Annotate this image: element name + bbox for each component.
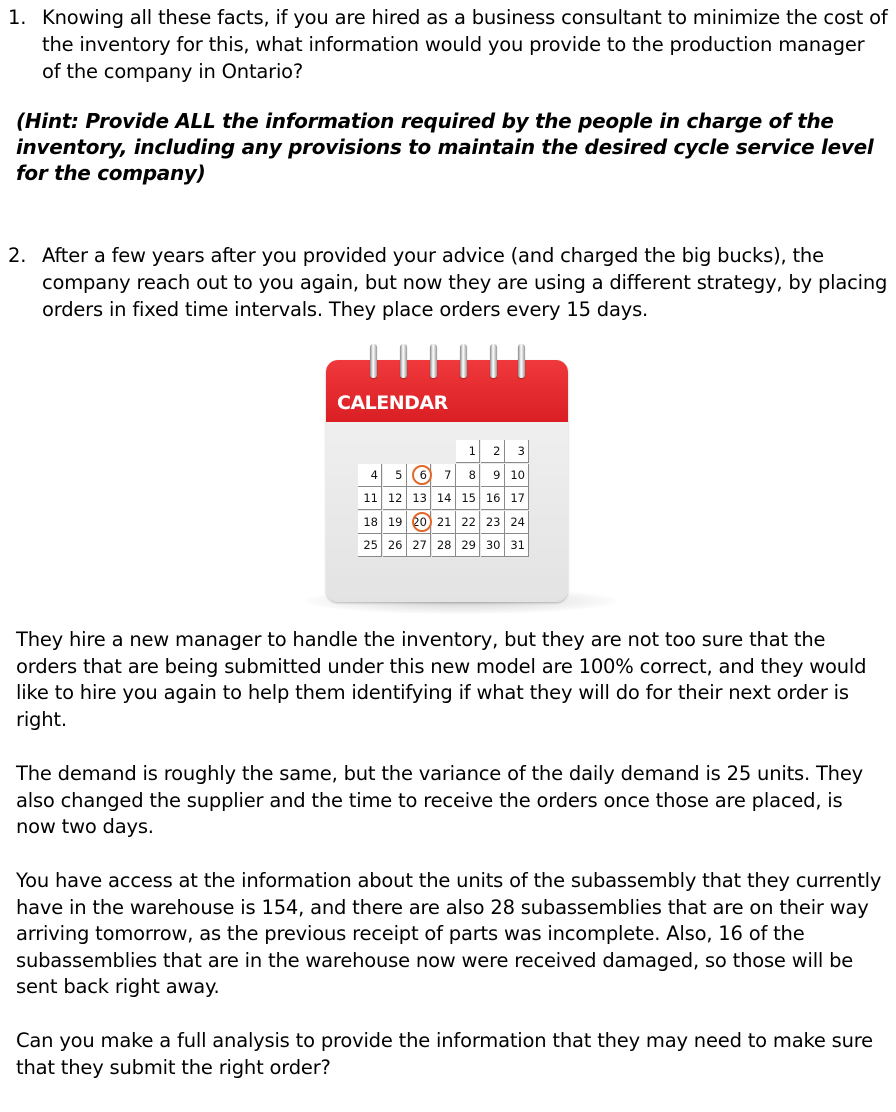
calendar-day: 15 — [456, 487, 480, 510]
ring-icon — [518, 344, 525, 378]
calendar-day: 8 — [456, 464, 480, 487]
ring-icon — [490, 344, 497, 378]
calendar-day: 30 — [481, 534, 505, 557]
calendar-title: CALENDAR — [337, 392, 448, 414]
calendar-day: 23 — [481, 511, 505, 534]
circled-day-marker — [412, 512, 432, 532]
calendar-day: 6 — [407, 464, 431, 487]
calendar-day: 1 — [456, 440, 480, 463]
calendar-day: 9 — [481, 464, 505, 487]
calendar-empty-cell — [407, 440, 431, 463]
paragraph-new-manager: They hire a new manager to handle the inventory, but they are not too sure that the orders that are being submitted under this new model are 100% correct, and they would like to hire you again to help them identifying if what they will do for their next order is right. — [16, 628, 867, 731]
circled-day-marker — [412, 465, 432, 485]
question-1-number: 1. — [8, 6, 27, 29]
question-2-number: 2. — [8, 244, 27, 267]
calendar-day: 28 — [432, 534, 456, 557]
calendar-day: 14 — [432, 487, 456, 510]
question-1-text: Knowing all these facts, if you are hired as a business consultant to minimize the cost of the inventory for this, what information would you provide to the production manager of the company in Ontario? — [42, 6, 888, 83]
question-2-text: After a few years after you provided your advice (and charged the big bucks), the company reach out to you again, but now they are using a different strategy, by placing orders in fixed time intervals. They place orders every 15 days. — [42, 244, 888, 321]
paragraph-question: Can you make a full analysis to provide the information that they may need to make sure that they submit the right order? — [16, 1029, 873, 1079]
calendar-day: 22 — [456, 511, 480, 534]
ring-icon — [400, 344, 407, 378]
calendar-day: 24 — [505, 511, 529, 534]
calendar-day: 13 — [407, 487, 431, 510]
calendar-day: 5 — [383, 464, 407, 487]
calendar-day: 26 — [383, 534, 407, 557]
calendar-day: 31 — [505, 534, 529, 557]
calendar-day: 21 — [432, 511, 456, 534]
ring-icon — [460, 344, 467, 378]
calendar-empty-cell — [432, 440, 456, 463]
paragraph-warehouse: You have access at the information about the units of the subassembly that they currently have in the warehouse is 154, and there are also 28 subassemblies that are on their way arriving tomorrow, as the previous receipt of parts was incomplete. Also, 16 of the subassemblies that are in the warehouse now were received damaged, so those will be sent back right away. — [16, 869, 882, 998]
paragraph-demand: The demand is roughly the same, but the variance of the daily demand is 25 units. They also changed the supplier and the time to receive the orders once those are placed, is now two days. — [16, 762, 863, 838]
calendar-day: 3 — [505, 440, 529, 463]
calendar-day: 7 — [432, 464, 456, 487]
calendar-day: 10 — [505, 464, 529, 487]
calendar-day: 11 — [358, 487, 382, 510]
ring-icon — [370, 344, 377, 378]
hint-text: (Hint: Provide ALL the information required by the people in charge of the inventory, including any provisions to maintain the desired cycle service level for the company) — [16, 109, 874, 185]
calendar-day: 17 — [505, 487, 529, 510]
calendar-day: 2 — [481, 440, 505, 463]
calendar-day: 16 — [481, 487, 505, 510]
calendar-day: 20 — [407, 511, 431, 534]
calendar-day: 18 — [358, 511, 382, 534]
calendar-empty-cell — [383, 440, 407, 463]
calendar-day: 25 — [358, 534, 382, 557]
calendar-day: 27 — [407, 534, 431, 557]
calendar-day: 4 — [358, 464, 382, 487]
calendar-day: 19 — [383, 511, 407, 534]
ring-icon — [430, 344, 437, 378]
calendar-day: 29 — [456, 534, 480, 557]
calendar-empty-cell — [358, 440, 382, 463]
calendar-day: 12 — [383, 487, 407, 510]
calendar-rings — [366, 344, 536, 380]
